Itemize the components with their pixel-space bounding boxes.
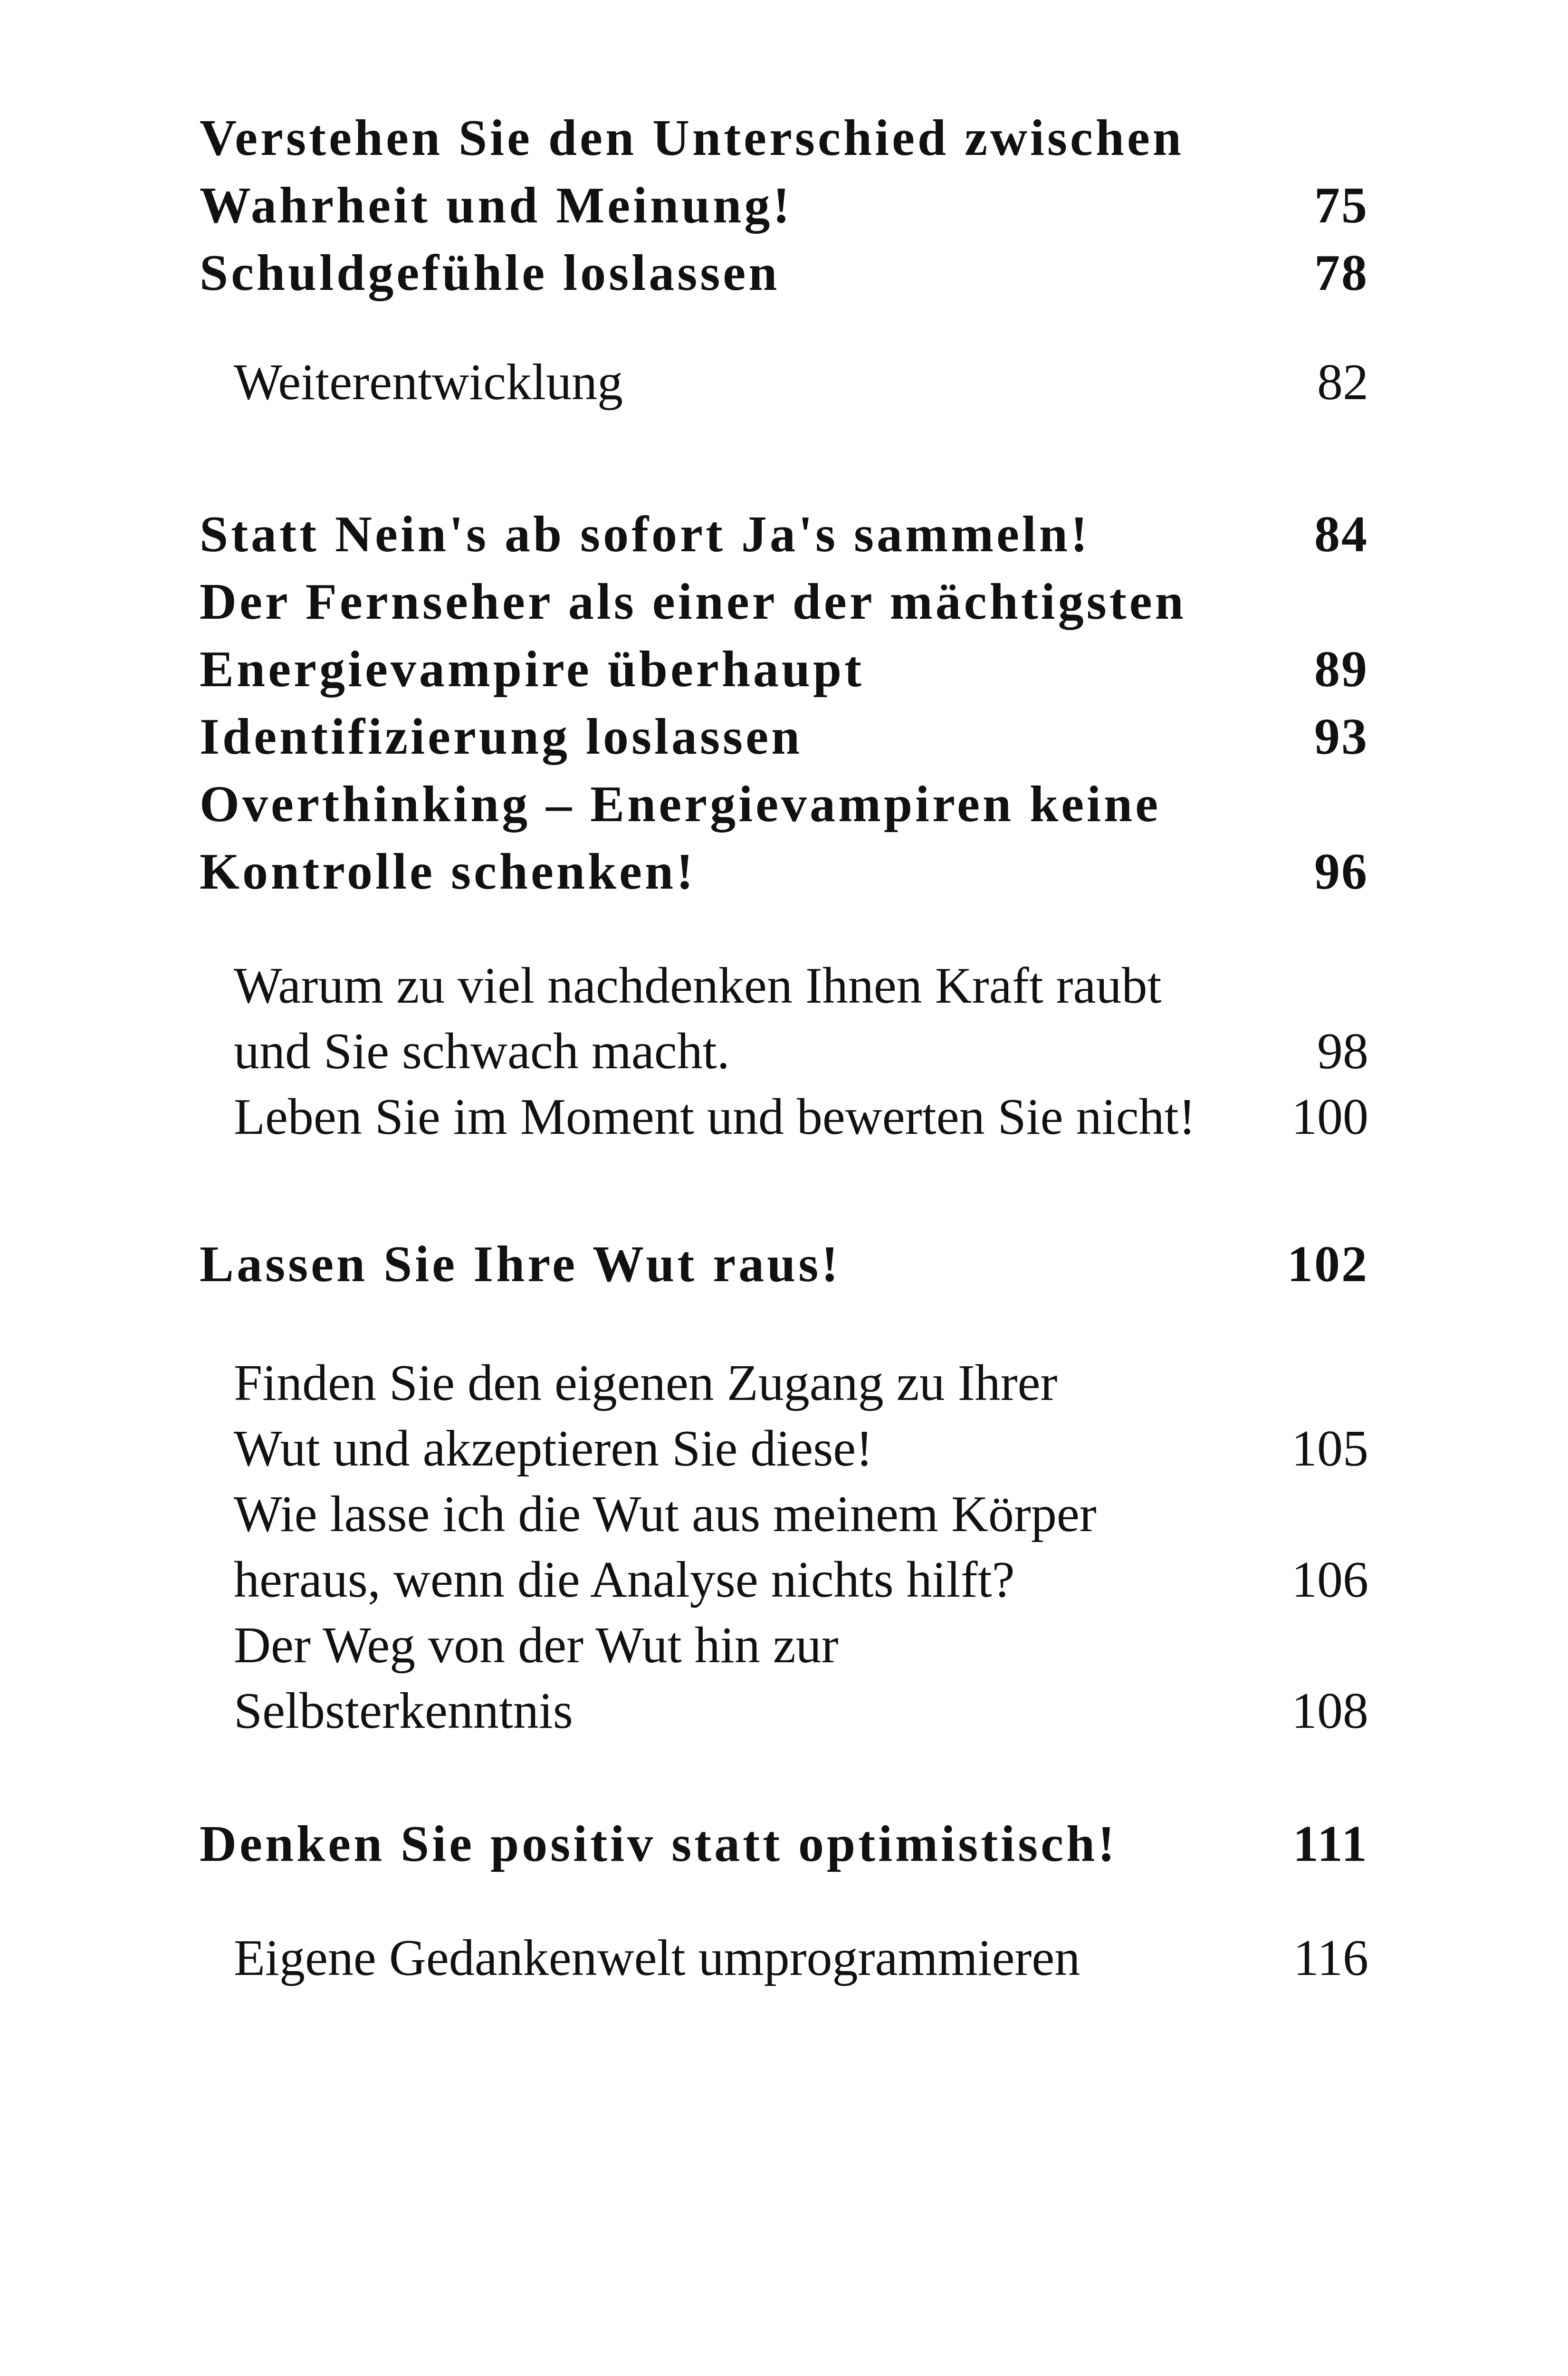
- toc-entry: [200, 1811, 1368, 1878]
- toc-entry-page-number: 100: [1291, 1089, 1368, 1145]
- toc-entry: [200, 350, 1368, 415]
- toc-entry-title-line: und Sie schwach macht.: [234, 1023, 730, 1080]
- toc-entry-title: [200, 240, 780, 307]
- toc-entry: [200, 1231, 1368, 1298]
- toc-entry-title-line: Wahrheit und Meinung!: [200, 177, 793, 234]
- toc-entry-page-number: 96: [1314, 843, 1368, 900]
- toc-entry: [200, 1926, 1368, 1991]
- toc-entry-title-line: Denken Sie positiv statt optimistisch!: [200, 1816, 1118, 1872]
- toc-entry-page-number: 116: [1293, 1930, 1368, 1986]
- toc-entry-title-line: Kontrolle schenken!: [200, 843, 697, 900]
- toc-entry-title-line: Selbsterkenntnis: [234, 1683, 573, 1739]
- toc-entry: [200, 1084, 1368, 1150]
- toc-entry: [200, 771, 1368, 906]
- toc-entry-title-line: Eigene Gedankenwelt umprogrammieren: [234, 1930, 1080, 1986]
- toc-entry-page-number: 93: [1314, 709, 1368, 765]
- toc-entry-page-number: 84: [1314, 506, 1368, 563]
- toc-entry-title-line: Leben Sie im Moment und bewerten Sie nicht!: [234, 1089, 1196, 1145]
- toc-entry: [200, 568, 1368, 703]
- toc-entry-title: [200, 771, 1161, 906]
- toc-entry-title: [234, 350, 623, 415]
- toc-entry-title-line: Energievampire überhaupt: [200, 641, 865, 698]
- toc-entry-title: [234, 1482, 1097, 1613]
- toc-entry-title: [200, 1231, 841, 1298]
- toc-entry-page-number: 78: [1314, 245, 1368, 301]
- toc-entry-title-line: Warum zu viel nachdenken Ihnen Kraft raubt: [234, 958, 1162, 1014]
- toc-entry-title: [234, 1084, 1196, 1150]
- toc-entry-title-line: Schuldgefühle loslassen: [200, 245, 780, 301]
- toc-entry-page-number: 105: [1291, 1420, 1368, 1477]
- toc-entry-title: [200, 1811, 1118, 1878]
- toc-entry-title-line: heraus, wenn die Analyse nichts hilft?: [234, 1552, 1015, 1608]
- table-of-contents: [200, 105, 1368, 1991]
- toc-entry-title-line: Finden Sie den eigenen Zugang zu Ihrer: [234, 1355, 1058, 1411]
- toc-entry-page-number: 89: [1314, 641, 1368, 698]
- toc-entry-title-line: Verstehen Sie den Unterschied zwischen: [200, 110, 1184, 166]
- toc-entry-title-line: Statt Nein's ab sofort Ja's sammeln!: [200, 506, 1090, 563]
- toc-entry-title: [200, 703, 803, 771]
- toc-entry: [200, 1482, 1368, 1613]
- toc-entry-title-line: Identifizierung loslassen: [200, 709, 803, 765]
- toc-entry-title: [234, 953, 1162, 1084]
- toc-entry-title: [234, 1351, 1057, 1482]
- toc-entry-title-line: Wut und akzeptieren Sie diese!: [234, 1420, 873, 1477]
- toc-entry-title-line: Lassen Sie Ihre Wut raus!: [200, 1236, 841, 1293]
- toc-entry-title: [200, 568, 1186, 703]
- toc-entry: [200, 703, 1368, 771]
- toc-entry: [200, 953, 1368, 1084]
- toc-entry: [200, 105, 1368, 240]
- toc-entry-title: [200, 105, 1184, 240]
- toc-entry: [200, 1613, 1368, 1744]
- toc-entry-title-line: Der Weg von der Wut hin zur: [234, 1617, 839, 1674]
- toc-entry-title-line: Wie lasse ich die Wut aus meinem Körper: [234, 1486, 1097, 1542]
- toc-entry-title: [234, 1926, 1080, 1991]
- toc-entry-title-line: Weiterentwicklung: [234, 354, 623, 411]
- toc-entry-page-number: 102: [1287, 1236, 1368, 1293]
- toc-entry-page-number: 82: [1317, 354, 1368, 411]
- toc-entry: [200, 1351, 1368, 1482]
- toc-entry-page-number: 111: [1292, 1816, 1368, 1872]
- toc-entry-title: [234, 1613, 839, 1744]
- toc-entry-page-number: 98: [1317, 1023, 1368, 1080]
- toc-entry: [200, 501, 1368, 568]
- toc-entry-title: [200, 501, 1090, 568]
- toc-entry-page-number: 75: [1314, 177, 1368, 234]
- toc-entry-page-number: 106: [1291, 1552, 1368, 1608]
- toc-entry-title-line: Der Fernseher als einer der mächtigsten: [200, 574, 1186, 630]
- toc-entry-page-number: 108: [1291, 1683, 1368, 1739]
- toc-entry-title-line: Overthinking – Energievampiren keine: [200, 776, 1161, 833]
- toc-entry: [200, 240, 1368, 307]
